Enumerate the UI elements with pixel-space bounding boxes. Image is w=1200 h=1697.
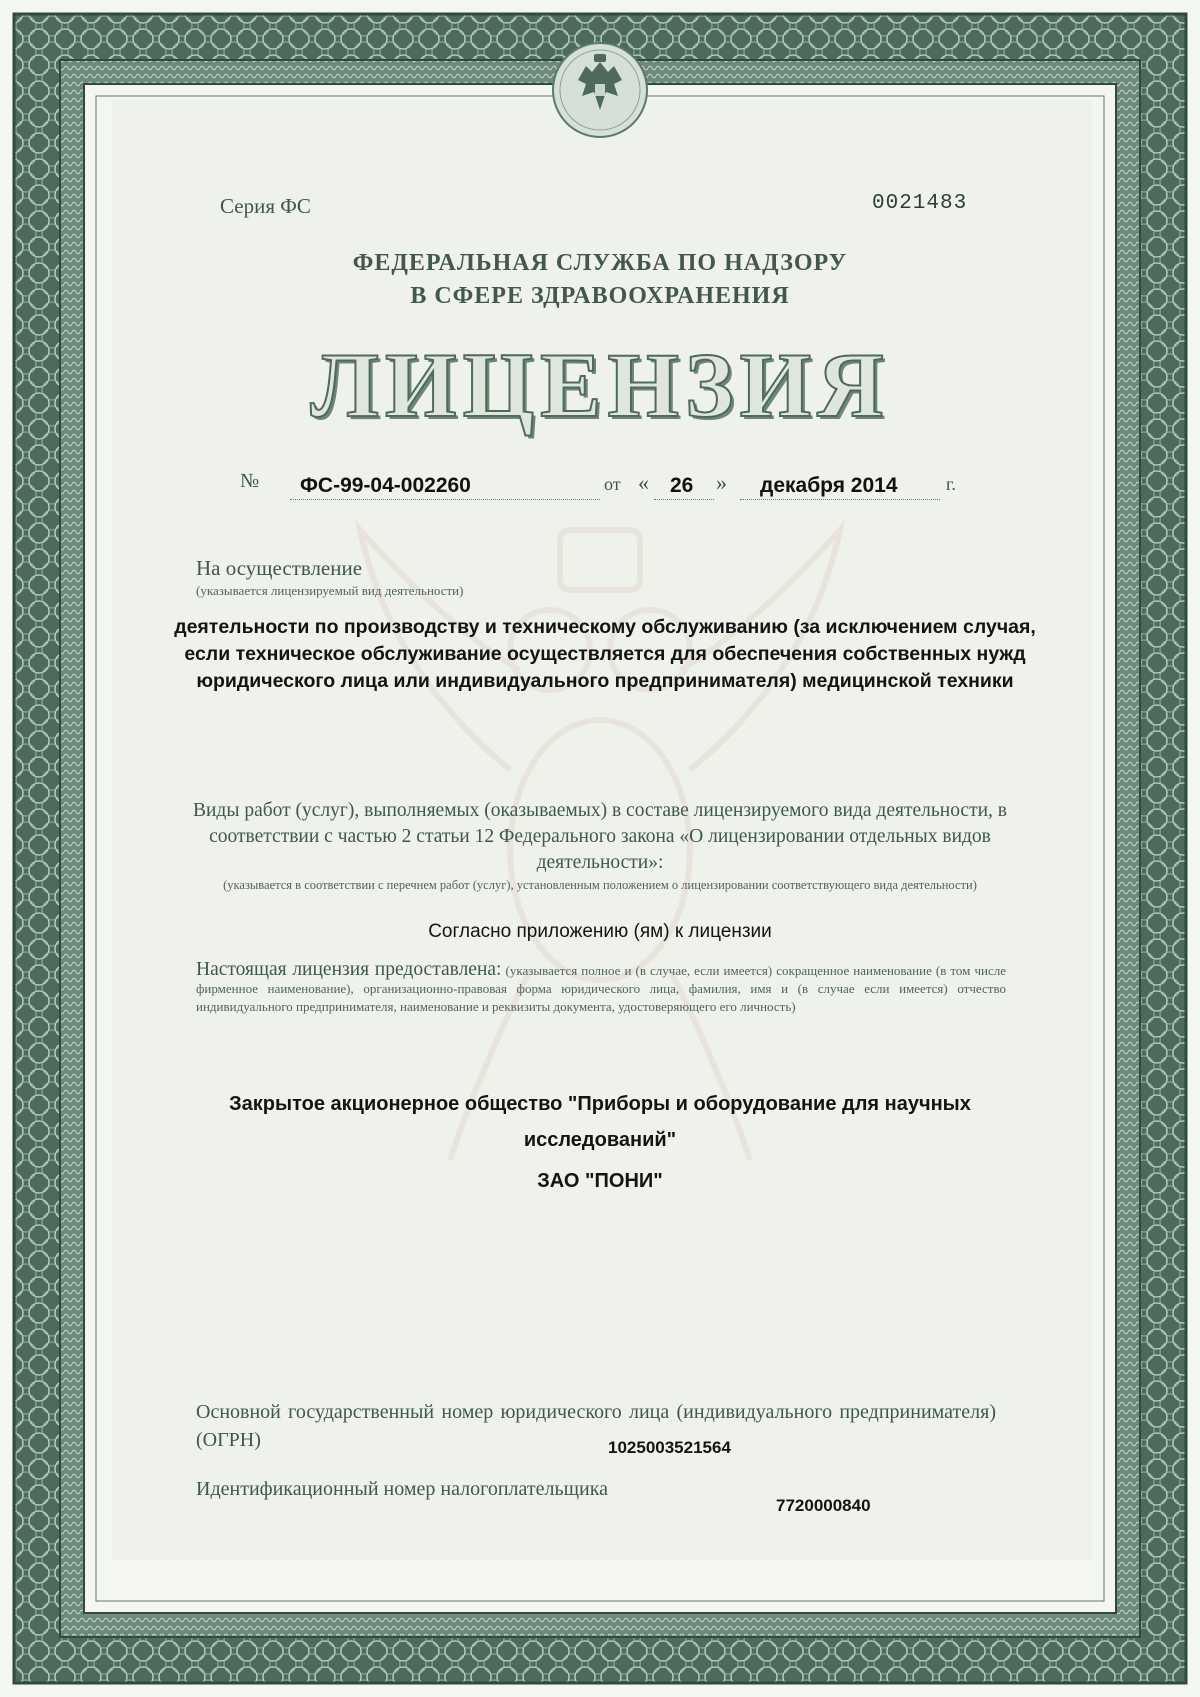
day-underline [654, 499, 714, 500]
year-suffix: г. [946, 474, 956, 494]
ogrn-label: Основной государственный номер юридического лица (индивидуального предпринимателя) (ОГРН) [196, 1401, 996, 1451]
agency-name-line2: В СФЕРЕ ЗДРАВООХРАНЕНИЯ [410, 283, 790, 309]
date-from-label: от [604, 474, 621, 494]
month-underline [740, 499, 940, 500]
licensee-block [196, 961, 1006, 1016]
coat-of-arms-icon [548, 40, 652, 140]
licensee-hint: (указывается полное и (в случае, если имеется) сокращенное наименование (в том числе фирменное наименование), организационно-правовая форма юридического лица, фамилия, имя и (в случае если имеется) отчество индивидуального предпринимателя, наименование и реквизиты документа, удостоверяющего его личность) [196, 963, 1006, 1014]
number-underline [290, 499, 600, 500]
license-number: ФС-99-04-002260 [300, 474, 471, 497]
licensee-name-line1: Закрытое акционерное общество "Приборы и оборудование для научных [229, 1093, 971, 1115]
works-description: Виды работ (услуг), выполняемых (оказываемых) в составе лицензируемого вида деятельности, в соответствии с частью 2 статьи 12 Федерального закона «О лицензировании отдельных видов деятельности»: [192, 800, 1008, 873]
works-hint: (указывается в соответствии с перечнем работ (услуг), установленным положением о лицензировании соответствующего вида деятельности) [223, 878, 977, 892]
licensed-activity: деятельности по производству и техническому обслуживанию (за исключением случая, если техническое обслуживание осуществляется для обеспечения собственных нужд юридического лица или индивидуального предпринимателя) медицинской техники [174, 616, 1036, 692]
document-title: ЛИЦЕНЗИЯ [310, 334, 890, 436]
works-value: Согласно приложению (ям) к лицензии [428, 921, 772, 942]
licensee-label: Настоящая лицензия предоставлена: [196, 959, 502, 980]
date-quote-close: » [716, 470, 727, 495]
licensee-short-name: ЗАО "ПОНИ" [537, 1170, 663, 1192]
agency-name-line1: ФЕДЕРАЛЬНАЯ СЛУЖБА ПО НАДЗОРУ [352, 250, 848, 276]
ogrn-value: 1025003521564 [608, 1438, 731, 1457]
series-label: Серия ФС [220, 194, 311, 218]
purpose-hint: (указывается лицензируемый вид деятельности) [196, 583, 464, 598]
number-sign: № [240, 470, 260, 492]
license-month-year: декабря 2014 [760, 474, 898, 497]
date-quote-open: « [638, 470, 649, 495]
license-day: 26 [670, 474, 694, 497]
licensee-name-line2: исследований" [523, 1129, 677, 1151]
inn-label: Идентификационный номер налогоплательщика [196, 1478, 609, 1500]
serial-number: 0021483 [872, 192, 968, 215]
purpose-label: На осуществление [196, 556, 363, 580]
inn-value: 7720000840 [776, 1496, 871, 1515]
